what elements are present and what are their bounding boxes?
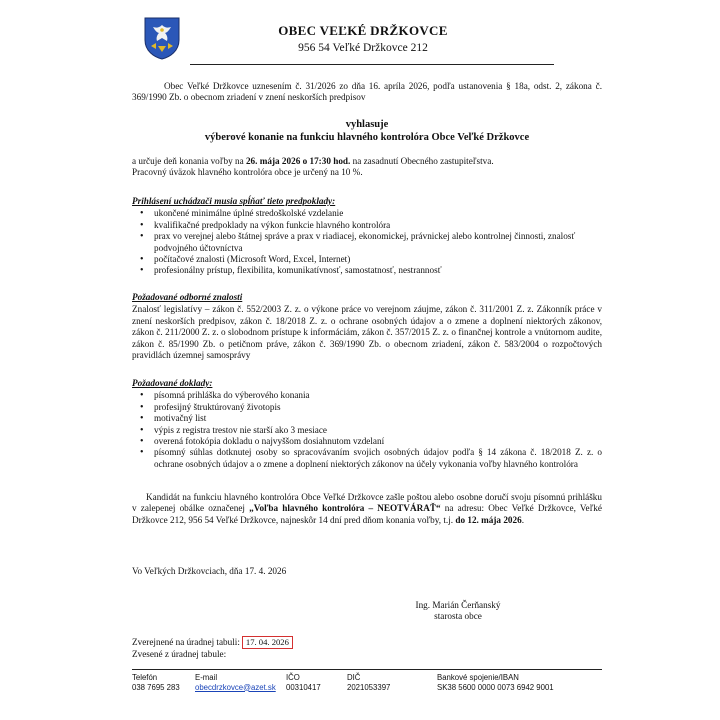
footer-value: SK38 5600 0000 0073 6942 9001 bbox=[437, 682, 554, 692]
title-subject: výberové konanie na funkciu hlavného kontrolóra Obce Veľké Držkovce bbox=[204, 131, 530, 143]
published-date: 17. 04. 2026 bbox=[242, 636, 293, 649]
footer-value: 038 7695 283 bbox=[132, 682, 180, 692]
email-link[interactable]: obecdrzkovce@azet.sk bbox=[195, 682, 276, 692]
municipality-name: OBEC VEĽKÉ DRŽKOVCE bbox=[278, 23, 448, 38]
election-text-post: na zasadnutí Obecného zastupiteľstva. bbox=[350, 156, 494, 166]
footer-label: IČO bbox=[286, 673, 300, 682]
election-text-pre: a určuje deň konania voľby na bbox=[132, 156, 246, 166]
knowledge-text: Znalosť legislatívy – zákon č. 552/2003 Z. z. o výkone práce vo verejnom záujme, zákon č. 311/2001 Z. z. Zákonník práce v znení neskorších predpisov, zákon č. 18/2018 Z. z. o ochrane osobných údajov a o zmene a doplnení niektorých zákonov, zákon č. 211/2000 Z. z. o slobodnom prístupe k informáciám, zákon č. 357/2015 Z. z. o finančnej kontrole a vnútornom audite, zákon č. 85/1990 Zb. o petičnom práve, zákon č. 369/1990 Zb. o obecnom zriadení, zákon č. 583/2004 o rozpočtových pravidlách územnej samosprávy bbox=[132, 304, 602, 361]
announcement-title bbox=[132, 119, 602, 144]
posting-record bbox=[132, 636, 602, 660]
documents-list bbox=[132, 390, 602, 470]
list-item: • profesionálny prístup, flexibilita, komunikatívnosť, samostatnosť, nestrannosť bbox=[154, 265, 602, 276]
list-item: • písomný súhlas dotknutej osoby so spracovávaním svojich osobných údajov podľa § 14 zákona č. 18/2018 Z. z. o ochrane osobných údajov a o zmene a doplnení niektorých zákonov na účely vykonania voľby hlavného kontrolóra bbox=[154, 447, 602, 470]
place-and-date: Vo Veľkých Držkovciach, dňa 17. 4. 2026 bbox=[132, 566, 287, 576]
requirements-heading: Prihlásení uchádzači musia spĺňať tieto predpoklady: bbox=[132, 196, 336, 206]
list-item: • písomná prihláška do výberového konania bbox=[154, 390, 602, 401]
signatory-name: Ing. Marián Čerňanský bbox=[415, 600, 501, 610]
candidate-text-pre: Kandidát na funkciu hlavného kontrolóra Obce Veľké Držkovce zašle poštou alebo osobne doručí svoju písomnú prihlášku v zalepenej obálke označenej bbox=[132, 492, 602, 514]
documents-heading: Požadované doklady: bbox=[132, 378, 213, 388]
requirements-section bbox=[132, 196, 602, 277]
election-paragraph bbox=[132, 156, 602, 179]
signature-block bbox=[398, 600, 518, 623]
footer-divider bbox=[132, 669, 602, 670]
footer-email bbox=[195, 673, 276, 692]
deadline: do 12. mája 2026 bbox=[455, 514, 522, 525]
list-item: • počítačové znalosti (Microsoft Word, Excel, Internet) bbox=[154, 254, 602, 265]
footer-phone bbox=[132, 673, 180, 692]
footer-label: E-mail bbox=[195, 673, 218, 682]
knowledge-heading: Požadované odborné znalosti bbox=[132, 292, 243, 302]
envelope-marking: „Voľba hlavného kontrolóra – NEOTVÁRAŤ“ bbox=[249, 503, 441, 514]
footer-label: Telefón bbox=[132, 673, 158, 682]
candidate-text-end: . bbox=[521, 514, 524, 525]
footer-bank bbox=[437, 673, 554, 692]
candidate-text-mid: na adresu: Obec Veľké Držkovce, Veľké Držkovce 212, 956 54 Veľké Držkovce, najneskôr 14 dní pred dňom konania voľby, t.j. bbox=[132, 503, 602, 525]
documents-section bbox=[132, 378, 602, 470]
list-item: • ukončené minimálne úplné stredoškolské vzdelanie bbox=[154, 208, 602, 219]
footer-value: 00310417 bbox=[286, 682, 321, 692]
list-item: • profesijný štruktúrovaný životopis bbox=[154, 402, 602, 413]
header-divider bbox=[190, 64, 554, 65]
list-item: • kvalifikačné predpoklady na výkon funkcie hlavného kontrolóra bbox=[154, 220, 602, 231]
workload-text: Pracovný úväzok hlavného kontrolóra obce je určený na 10 %. bbox=[132, 167, 363, 178]
removed-label: Zvesené z úradnej tabule: bbox=[132, 649, 227, 659]
candidate-instructions bbox=[132, 492, 602, 526]
footer-value: 2021053397 bbox=[347, 682, 391, 692]
list-item: • overená fotokópia dokladu o najvyššom dosiahnutom vzdelaní bbox=[154, 436, 602, 447]
list-item: • motivačný list bbox=[154, 413, 602, 424]
municipal-crest-icon bbox=[143, 16, 181, 60]
intro-paragraph: Obec Veľké Držkovce uznesením č. 31/2026 zo dňa 16. apríla 2026, podľa ustanovenia § 18a, odst. 2, zákona č. 369/1990 Zb. o obecnom zriadení v znení neskorších predpisov bbox=[132, 81, 602, 103]
election-date: 26. mája 2026 o 17:30 hod. bbox=[245, 156, 351, 166]
footer-label: Bankové spojenie/IBAN bbox=[437, 673, 519, 682]
knowledge-section bbox=[132, 292, 602, 361]
list-item: • prax vo verejnej alebo štátnej správe a prax v riadiacej, ekonomickej, právnickej alebo kontrolnej činnosti, znalosť podvojného účtovníctva bbox=[154, 231, 602, 254]
municipality-address: 956 54 Veľké Držkovce 212 bbox=[298, 42, 428, 54]
requirements-list bbox=[132, 208, 602, 276]
title-verb: vyhlasuje bbox=[345, 119, 389, 130]
letterhead bbox=[190, 23, 536, 54]
published-label: Zverejnené na úradnej tabuli: bbox=[132, 637, 240, 647]
signatory-role: starosta obce bbox=[434, 611, 482, 622]
footer-ico bbox=[286, 673, 321, 692]
list-item: • výpis z registra trestov nie starší ako 3 mesiace bbox=[154, 425, 602, 436]
footer-label: DIČ bbox=[347, 673, 361, 682]
footer-dic bbox=[347, 673, 390, 692]
